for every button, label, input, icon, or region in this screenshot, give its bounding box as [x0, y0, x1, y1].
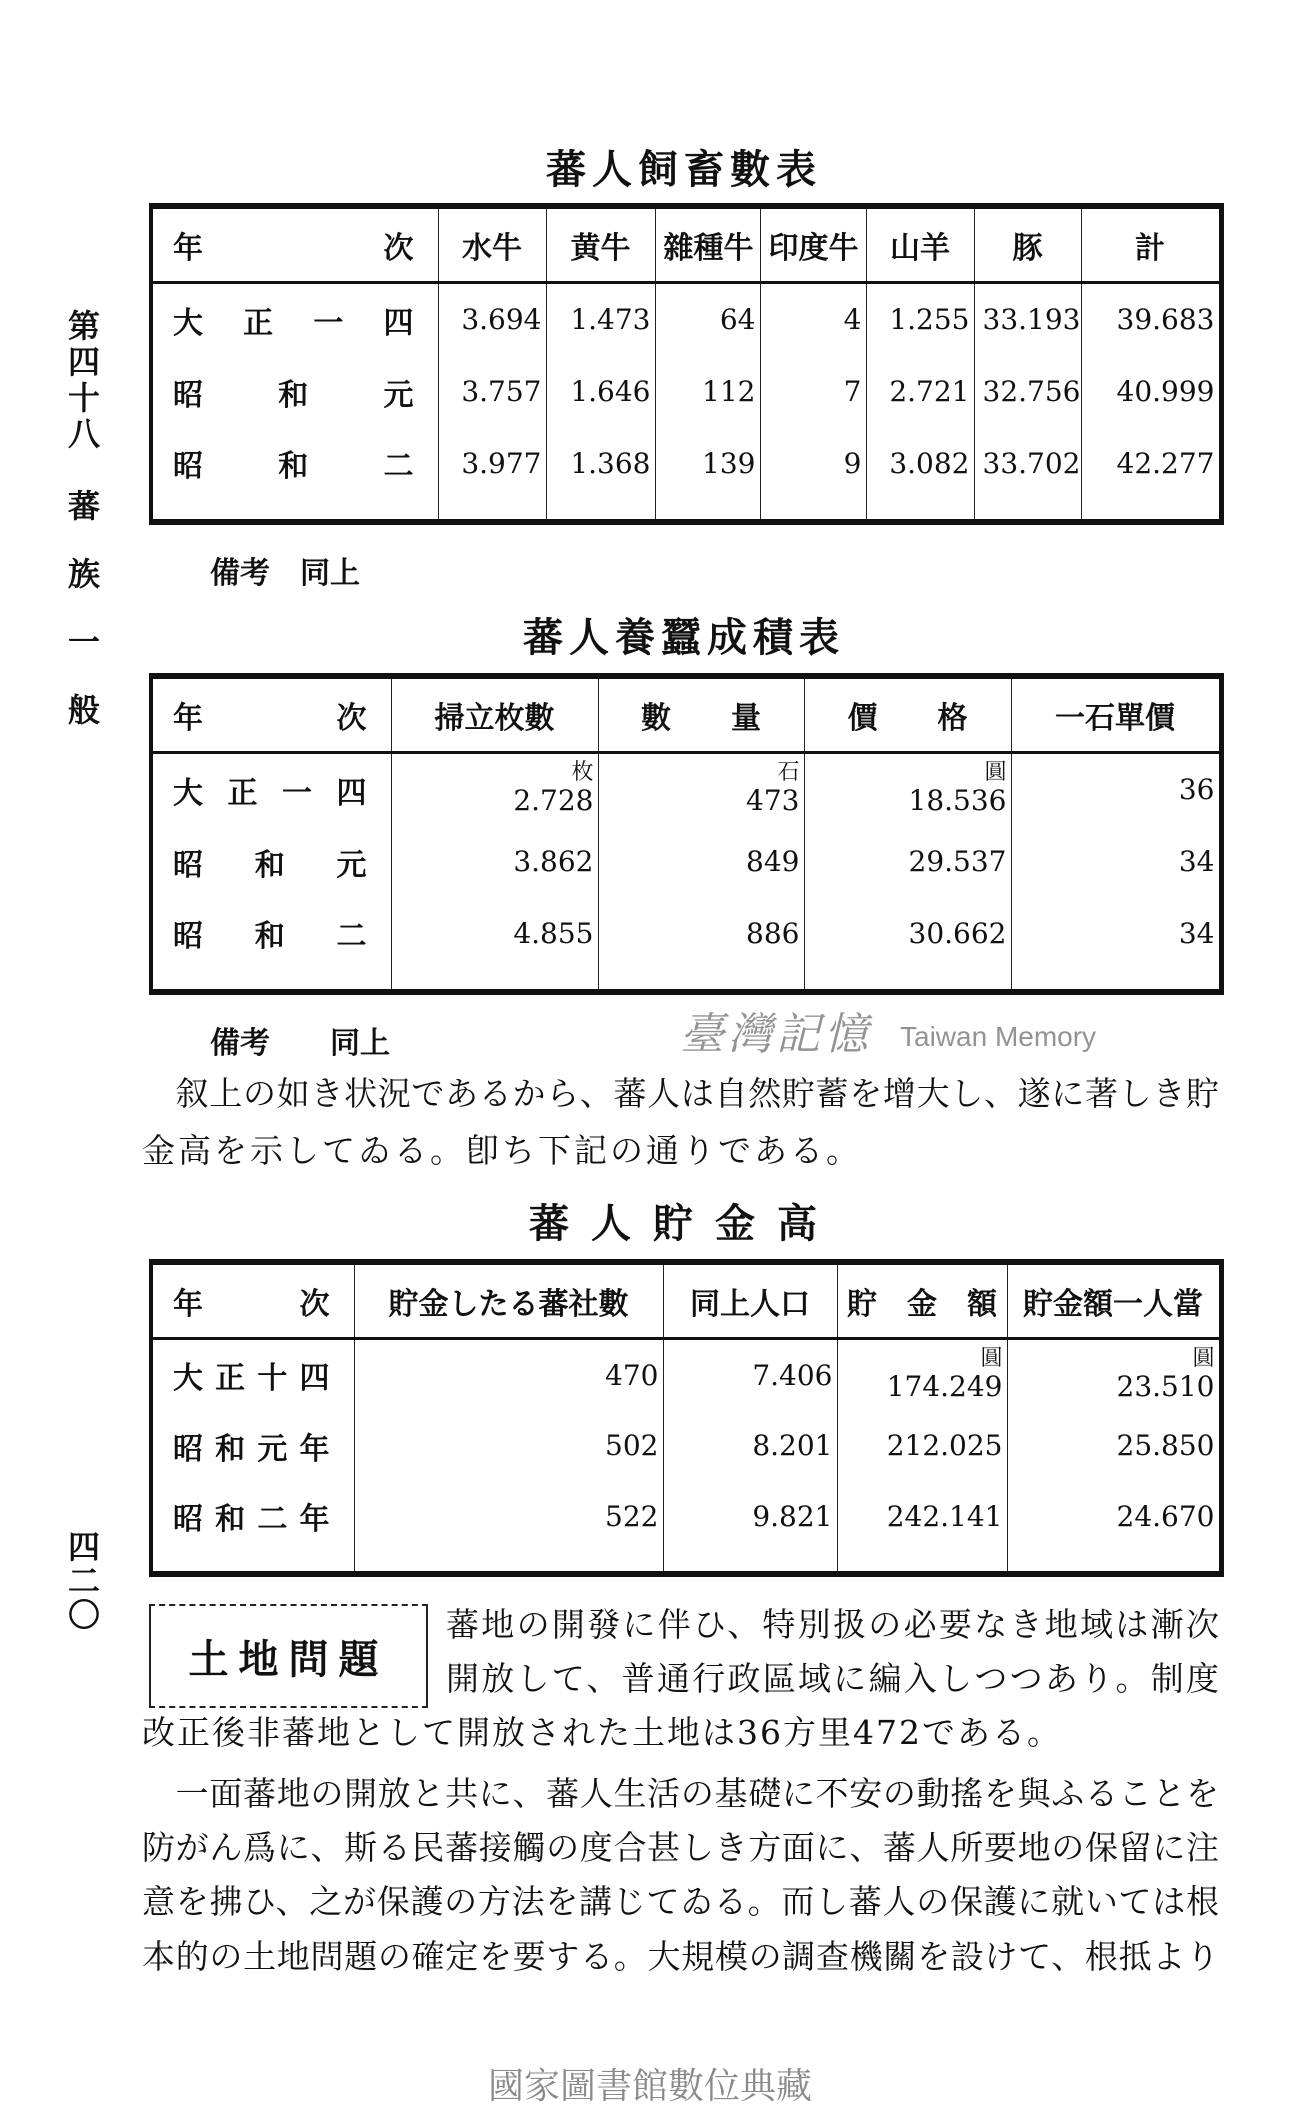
table-cell [804, 753, 1011, 826]
sericulture-table-title: 蕃人養蠶成積表 [523, 614, 845, 661]
cell-value: 33.193 [982, 303, 1081, 337]
spacer-cell [546, 499, 655, 522]
paragraph-line: 蕃地の開發に伴ひ、特別扱の必要なき地域は漸次 [446, 1605, 1219, 1644]
cell-value: 24.670 [1116, 1499, 1215, 1533]
cell-value: 39.683 [1116, 303, 1215, 337]
cell-value: 32.756 [982, 375, 1081, 409]
row-label: 昭和元 [173, 377, 414, 413]
spacer-cell [391, 969, 598, 992]
table-cell [663, 1411, 837, 1481]
table-cell [354, 1481, 663, 1551]
cell-value: 849 [746, 845, 800, 879]
spacer-cell [598, 969, 804, 992]
column-header: 水牛 [438, 206, 546, 283]
livestock-table-title: 蕃人飼畜數表 [546, 146, 822, 193]
cell-value: 3.757 [461, 375, 542, 409]
table-cell [546, 356, 655, 428]
cell-value: 42.277 [1116, 446, 1215, 480]
row-label: 大正一四 [173, 775, 367, 811]
column-header: 雜種牛 [655, 206, 760, 283]
table-cell [837, 1411, 1007, 1481]
table-cell [760, 427, 866, 499]
row-label: 昭和二年 [173, 1502, 330, 1538]
cell-value: 9.821 [752, 1499, 833, 1533]
page-number-char: 二 [67, 1562, 100, 1600]
table-cell [438, 356, 546, 428]
table-cell [598, 753, 804, 826]
cell-value: 886 [746, 916, 800, 950]
table-cell [1011, 826, 1221, 898]
unit-label: 石 [777, 760, 800, 786]
table-row [151, 283, 1221, 356]
cell-value: 1.473 [570, 303, 651, 337]
cell-value: 1.255 [889, 303, 970, 337]
livestock-table-note: 備考 同上 [210, 556, 360, 591]
spacer-cell [663, 1552, 837, 1574]
cell-value: 174.249 [886, 1369, 1003, 1403]
cell-value: 502 [605, 1429, 659, 1463]
watermark-text: Taiwan Memory [900, 1021, 1097, 1052]
section-char: 般 [67, 691, 100, 729]
chapter-char: 四 [67, 343, 100, 381]
cell-value: 470 [605, 1358, 659, 1392]
watermark-logo: 臺灣記憶 [680, 1009, 872, 1060]
column-header: 數 量 [598, 676, 804, 753]
chapter-char: 十 [67, 379, 100, 417]
chapter-char: 八 [67, 415, 100, 453]
paragraph-line: 一面蕃地の開放と共に、蕃人生活の基礎に不安の動搖を與ふることを [142, 1774, 1219, 1813]
paragraph-line: 改正後非蕃地として開放された土地は36方里472である。 [142, 1713, 1062, 1752]
unit-label: 枚 [571, 760, 594, 786]
table-cell [866, 427, 974, 499]
table-row [151, 1481, 1221, 1551]
table-cell [438, 427, 546, 499]
cell-value: 64 [719, 303, 756, 337]
column-header: 貯金額一人當 [1007, 1262, 1221, 1339]
table-cell [391, 897, 598, 969]
unit-label: 圓 [1192, 1345, 1215, 1371]
section-char: 一 [67, 623, 100, 661]
table-cell [804, 826, 1011, 898]
spacer-cell [1081, 499, 1221, 522]
spacer-cell [866, 499, 974, 522]
unit-label: 圓 [984, 760, 1007, 786]
column-header: 一石單價 [1011, 676, 1221, 753]
unit-label: 圓 [980, 1345, 1003, 1371]
table-row [151, 753, 1221, 826]
page-number-char: 四 [67, 1528, 100, 1566]
table-cell [655, 427, 760, 499]
table-cell [598, 897, 804, 969]
table-row [151, 1339, 1221, 1411]
section-label [64, 472, 104, 744]
column-header: 同上人口 [663, 1262, 837, 1339]
table-cell [974, 283, 1081, 356]
column-header: 計 [1081, 206, 1221, 283]
spacer-cell [354, 1552, 663, 1574]
row-label: 昭和元 [173, 847, 367, 883]
cell-value: 34 [1178, 916, 1215, 950]
page-number-char: 〇 [67, 1596, 100, 1634]
table-row [151, 897, 1221, 969]
page-number [64, 1530, 104, 1632]
column-header: 山羊 [866, 206, 974, 283]
cell-value: 34 [1178, 845, 1215, 879]
section-char: 蕃 [67, 487, 100, 525]
table-row [151, 826, 1221, 898]
sericulture-table-note: 備考 同上 [210, 1026, 390, 1061]
table-cell [804, 897, 1011, 969]
table-cell [1007, 1339, 1221, 1411]
table-cell [598, 826, 804, 898]
table-cell [760, 283, 866, 356]
cell-value: 25.850 [1116, 1429, 1215, 1463]
table-cell [866, 283, 974, 356]
footer-watermark: 國家圖書館數位典藏 [487, 2066, 812, 2107]
table-cell [1081, 356, 1221, 428]
cell-value: 112 [702, 375, 756, 409]
table-row [151, 427, 1221, 499]
cell-value: 139 [702, 446, 756, 480]
table-cell [1007, 1481, 1221, 1551]
table-cell [354, 1411, 663, 1481]
table-row [151, 356, 1221, 428]
spacer-row [151, 969, 1221, 992]
cell-value: 33.702 [982, 446, 1081, 480]
spacer-row [151, 499, 1221, 522]
header-row [151, 206, 1221, 283]
cell-value: 40.999 [1116, 375, 1215, 409]
cell-value: 3.862 [513, 845, 594, 879]
spacer-cell [1011, 969, 1221, 992]
table-cell [1081, 427, 1221, 499]
column-header: 價 格 [804, 676, 1011, 753]
table-cell [663, 1481, 837, 1551]
column-header: 貯金したる蕃社數 [354, 1262, 663, 1339]
row-label: 昭和二 [173, 919, 367, 955]
spacer-row [151, 1552, 1221, 1574]
column-header: 印度牛 [760, 206, 866, 283]
table-cell [354, 1339, 663, 1411]
table-cell [438, 283, 546, 356]
column-header: 黄牛 [546, 206, 655, 283]
table-cell [391, 753, 598, 826]
section-char: 族 [67, 555, 100, 593]
table-cell [974, 427, 1081, 499]
cell-value: 9 [843, 446, 862, 480]
paragraph-line: 金高を示してゐる。卽ち下記の通りである。 [142, 1131, 862, 1170]
table-cell [974, 356, 1081, 428]
cell-value: 36 [1178, 773, 1215, 807]
spacer-cell [151, 1552, 354, 1574]
chapter-label [64, 308, 104, 452]
column-header: 豚 [974, 206, 1081, 283]
spacer-cell [438, 499, 546, 522]
cell-value: 2.728 [513, 784, 594, 818]
table-cell [655, 356, 760, 428]
table-cell [546, 427, 655, 499]
spacer-cell [151, 969, 391, 992]
cell-value: 3.977 [461, 446, 542, 480]
spacer-cell [655, 499, 760, 522]
cell-value: 3.694 [461, 303, 542, 337]
paragraph-line: 開放して、普通行政區域に編入しつつあり。制度 [446, 1659, 1219, 1698]
cell-value: 1.646 [570, 375, 651, 409]
table-cell [391, 826, 598, 898]
header-row [151, 676, 1221, 753]
column-header: 年 次 [151, 1262, 354, 1339]
spacer-cell [974, 499, 1081, 522]
cell-value: 3.082 [889, 446, 970, 480]
savings-table [149, 1259, 1224, 1577]
cell-value: 30.662 [908, 916, 1007, 950]
cell-value: 18.536 [908, 784, 1007, 818]
cell-value: 212.025 [886, 1429, 1003, 1463]
paragraph-line: 防がん爲に、斯る民蕃接觸の度合甚しき方面に、蕃人所要地の保留に注 [142, 1828, 1220, 1867]
spacer-cell [837, 1552, 1007, 1574]
savings-table-title: 蕃人貯金高 [529, 1200, 839, 1247]
table-cell [760, 356, 866, 428]
livestock-table [149, 203, 1224, 525]
cell-value: 2.721 [889, 375, 970, 409]
header-row [151, 1262, 1221, 1339]
table-cell [837, 1339, 1007, 1411]
spacer-cell [804, 969, 1011, 992]
spacer-cell [151, 499, 438, 522]
cell-value: 4 [843, 303, 862, 337]
column-header: 年 次 [151, 206, 438, 283]
row-label: 大正十四 [173, 1361, 330, 1397]
cell-value: 242.141 [886, 1499, 1003, 1533]
column-header: 掃立枚數 [391, 676, 598, 753]
table-cell [866, 356, 974, 428]
cell-value: 4.855 [513, 916, 594, 950]
column-header: 年 次 [151, 676, 391, 753]
spacer-cell [760, 499, 866, 522]
table-cell [1011, 897, 1221, 969]
table-cell [663, 1339, 837, 1411]
table-cell [1007, 1411, 1221, 1481]
sericulture-table [149, 673, 1224, 995]
cell-value: 29.537 [908, 845, 1007, 879]
paragraph-line: 意を拂ひ、之が保護の方法を講じてゐる。而し蕃人の保護に就いては根 [142, 1882, 1219, 1921]
table-cell [837, 1481, 1007, 1551]
row-label: 昭和元年 [173, 1431, 330, 1467]
cell-value: 522 [605, 1499, 659, 1533]
cell-value: 1.368 [570, 446, 651, 480]
spacer-cell [1007, 1552, 1221, 1574]
paragraph-line: 本的の土地問題の確定を要する。大規模の調查機關を設けて、根抵より [142, 1937, 1219, 1976]
cell-value: 7 [843, 375, 862, 409]
row-label: 大正一四 [173, 305, 414, 341]
cell-value: 23.510 [1116, 1369, 1215, 1403]
column-header: 貯 金 額 [837, 1262, 1007, 1339]
table-cell [546, 283, 655, 356]
table-row [151, 1411, 1221, 1481]
paragraph-line: 叙上の如き状況であるから、蕃人は自然貯蓄を增大し、遂に著しき貯 [142, 1074, 1220, 1113]
cell-value: 7.406 [752, 1358, 833, 1392]
cell-value: 8.201 [752, 1429, 833, 1463]
chapter-char: 第 [67, 307, 100, 345]
row-label: 昭和二 [173, 449, 414, 485]
table-cell [1011, 753, 1221, 826]
land-problem-heading: 土地問題 [149, 1604, 428, 1708]
table-cell [655, 283, 760, 356]
cell-value: 473 [746, 784, 800, 818]
table-cell [1081, 283, 1221, 356]
